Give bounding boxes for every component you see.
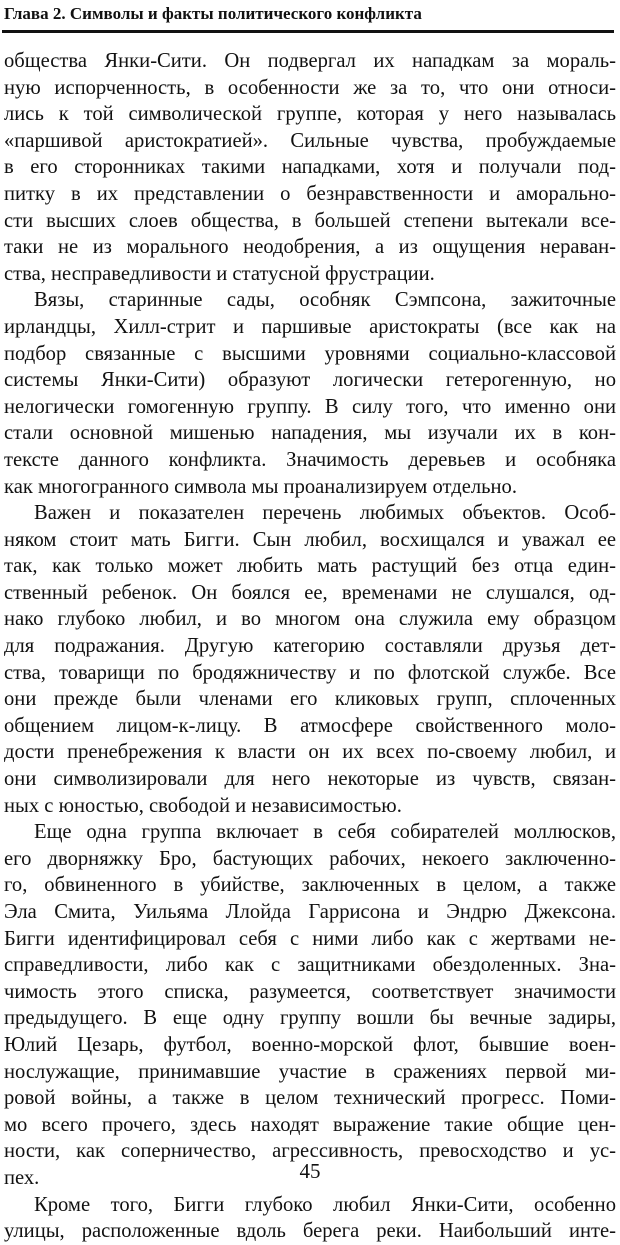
text-line: они прежде были членами его кликовых групп, сплоченных bbox=[4, 688, 616, 711]
header-rule bbox=[2, 30, 614, 33]
text-line: Эла Смита, Уильяма Ллойда Гаррисона и Эндрю Джексона. bbox=[4, 901, 616, 923]
text-line: ирландцы, Хилл-стрит и паршивые аристократы (все как на bbox=[4, 315, 616, 338]
text-line: нелогически гомогенную группу. В силу того, что именно они bbox=[4, 395, 616, 418]
text-line: Вязы, старинные сады, особняк Сэмпсона, зажиточные bbox=[34, 289, 616, 312]
text-line: ных с юностью, свободой и независимостью. bbox=[4, 794, 402, 817]
text-line: Важен и показателен перечень любимых объектов. Особ- bbox=[34, 502, 616, 525]
text-line: «паршивой аристократией». Сильные чувства, пробуждаемые bbox=[4, 129, 616, 152]
text-line: Юлий Цезарь, футбол, военно-морской флот, бывшие воен- bbox=[4, 1033, 616, 1056]
text-line: они символизировали для него некоторые из чувств, связан- bbox=[4, 768, 616, 791]
text-line: Бигги идентифицировал себя с ними либо как с жертвами не- bbox=[4, 927, 616, 950]
text-line: пех. bbox=[4, 1166, 40, 1189]
text-line: го, обвиненного в убийстве, заключенных в целом, а также bbox=[4, 874, 616, 897]
text-line: для подражания. Другую категорию составляли друзья дет- bbox=[4, 635, 616, 658]
text-line: ства, товарищи по бродяжничеству и по флотской службе. Все bbox=[4, 661, 616, 684]
text-line: подбор связанные с высшими уровнями социально-классовой bbox=[4, 342, 616, 365]
text-line: сти высших слоев общества, в большей степени вытекали все- bbox=[4, 209, 616, 232]
text-line: в его сторонниках такими нападками, хотя и получали под- bbox=[4, 156, 616, 179]
body-text bbox=[4, 48, 616, 1245]
running-head: Глава 2. Символы и факты политического конфликта bbox=[4, 4, 422, 23]
text-line: улицы, расположенные вдоль берега реки. Наибольший инте- bbox=[4, 1220, 616, 1243]
text-line: справедливости, либо как с защитниками обездоленных. Зна- bbox=[4, 954, 616, 977]
text-line: общества Янки-Сити. Он подвергал их нападкам за мораль- bbox=[4, 50, 616, 72]
text-line: Еще одна группа включает в себя собирателей моллюсков, bbox=[34, 821, 616, 844]
text-line: няком стоит мать Бигги. Сын любил, восхищался и уважал ее bbox=[4, 528, 616, 551]
text-line: ства, несправедливости и статусной фрустрации. bbox=[4, 262, 435, 285]
text-line: системы Янки-Сити) образуют логически гетерогенную, но bbox=[4, 369, 616, 392]
text-line: нако глубоко любил, и во многом она служила ему образцом bbox=[4, 608, 616, 631]
text-line: ную испорченность, в особенности же за то, что они относи- bbox=[4, 76, 616, 99]
text-line: таки не из морального неодобрения, а из ощущения нераван- bbox=[4, 236, 616, 259]
text-line: ственный ребенок. Он боялся ее, временами не слушался, од- bbox=[4, 581, 616, 604]
text-line: ровой войны, а также в целом технический прогресс. Поми- bbox=[4, 1087, 616, 1110]
text-line: нослужащие, принимавшие участие в сражениях первой ми- bbox=[4, 1060, 616, 1083]
text-line: его дворняжку Бро, бастующих рабочих, некоего заключенно- bbox=[4, 847, 616, 870]
text-line: предыдущего. В еще одну группу вошли бы вечные задиры, bbox=[4, 1007, 616, 1030]
text-line: лись к той символической группе, которая у него называлась bbox=[4, 103, 616, 126]
text-line: питку в их представлении о безнравственности и аморально- bbox=[4, 182, 616, 205]
text-line: ности, как соперничество, агрессивность, превосходство и ус- bbox=[4, 1140, 616, 1163]
text-line: мо всего прочего, здесь находят выражение такие общие цен- bbox=[4, 1113, 616, 1136]
text-line: как многогранного символа мы проанализируем отдельно. bbox=[4, 475, 517, 498]
text-line: чимость этого списка, разумеется, соответствует значимости bbox=[4, 980, 616, 1003]
text-line: стали основной мишенью нападения, мы изучали их в кон- bbox=[4, 422, 616, 445]
text-line: общением лицом-к-лицу. В атмосфере свойственного моло- bbox=[4, 714, 616, 737]
text-line: дости пренебрежения к власти он их всех по-своему любил, и bbox=[4, 741, 616, 764]
text-line: Кроме того, Бигги глубоко любил Янки-Сити, особенно bbox=[34, 1193, 616, 1216]
text-line: тексте данного конфликта. Значимость деревьев и особняка bbox=[4, 448, 616, 471]
page-number: 45 bbox=[299, 1159, 321, 1183]
text-line: так, как только может любить мать растущий без отца един- bbox=[4, 555, 616, 578]
